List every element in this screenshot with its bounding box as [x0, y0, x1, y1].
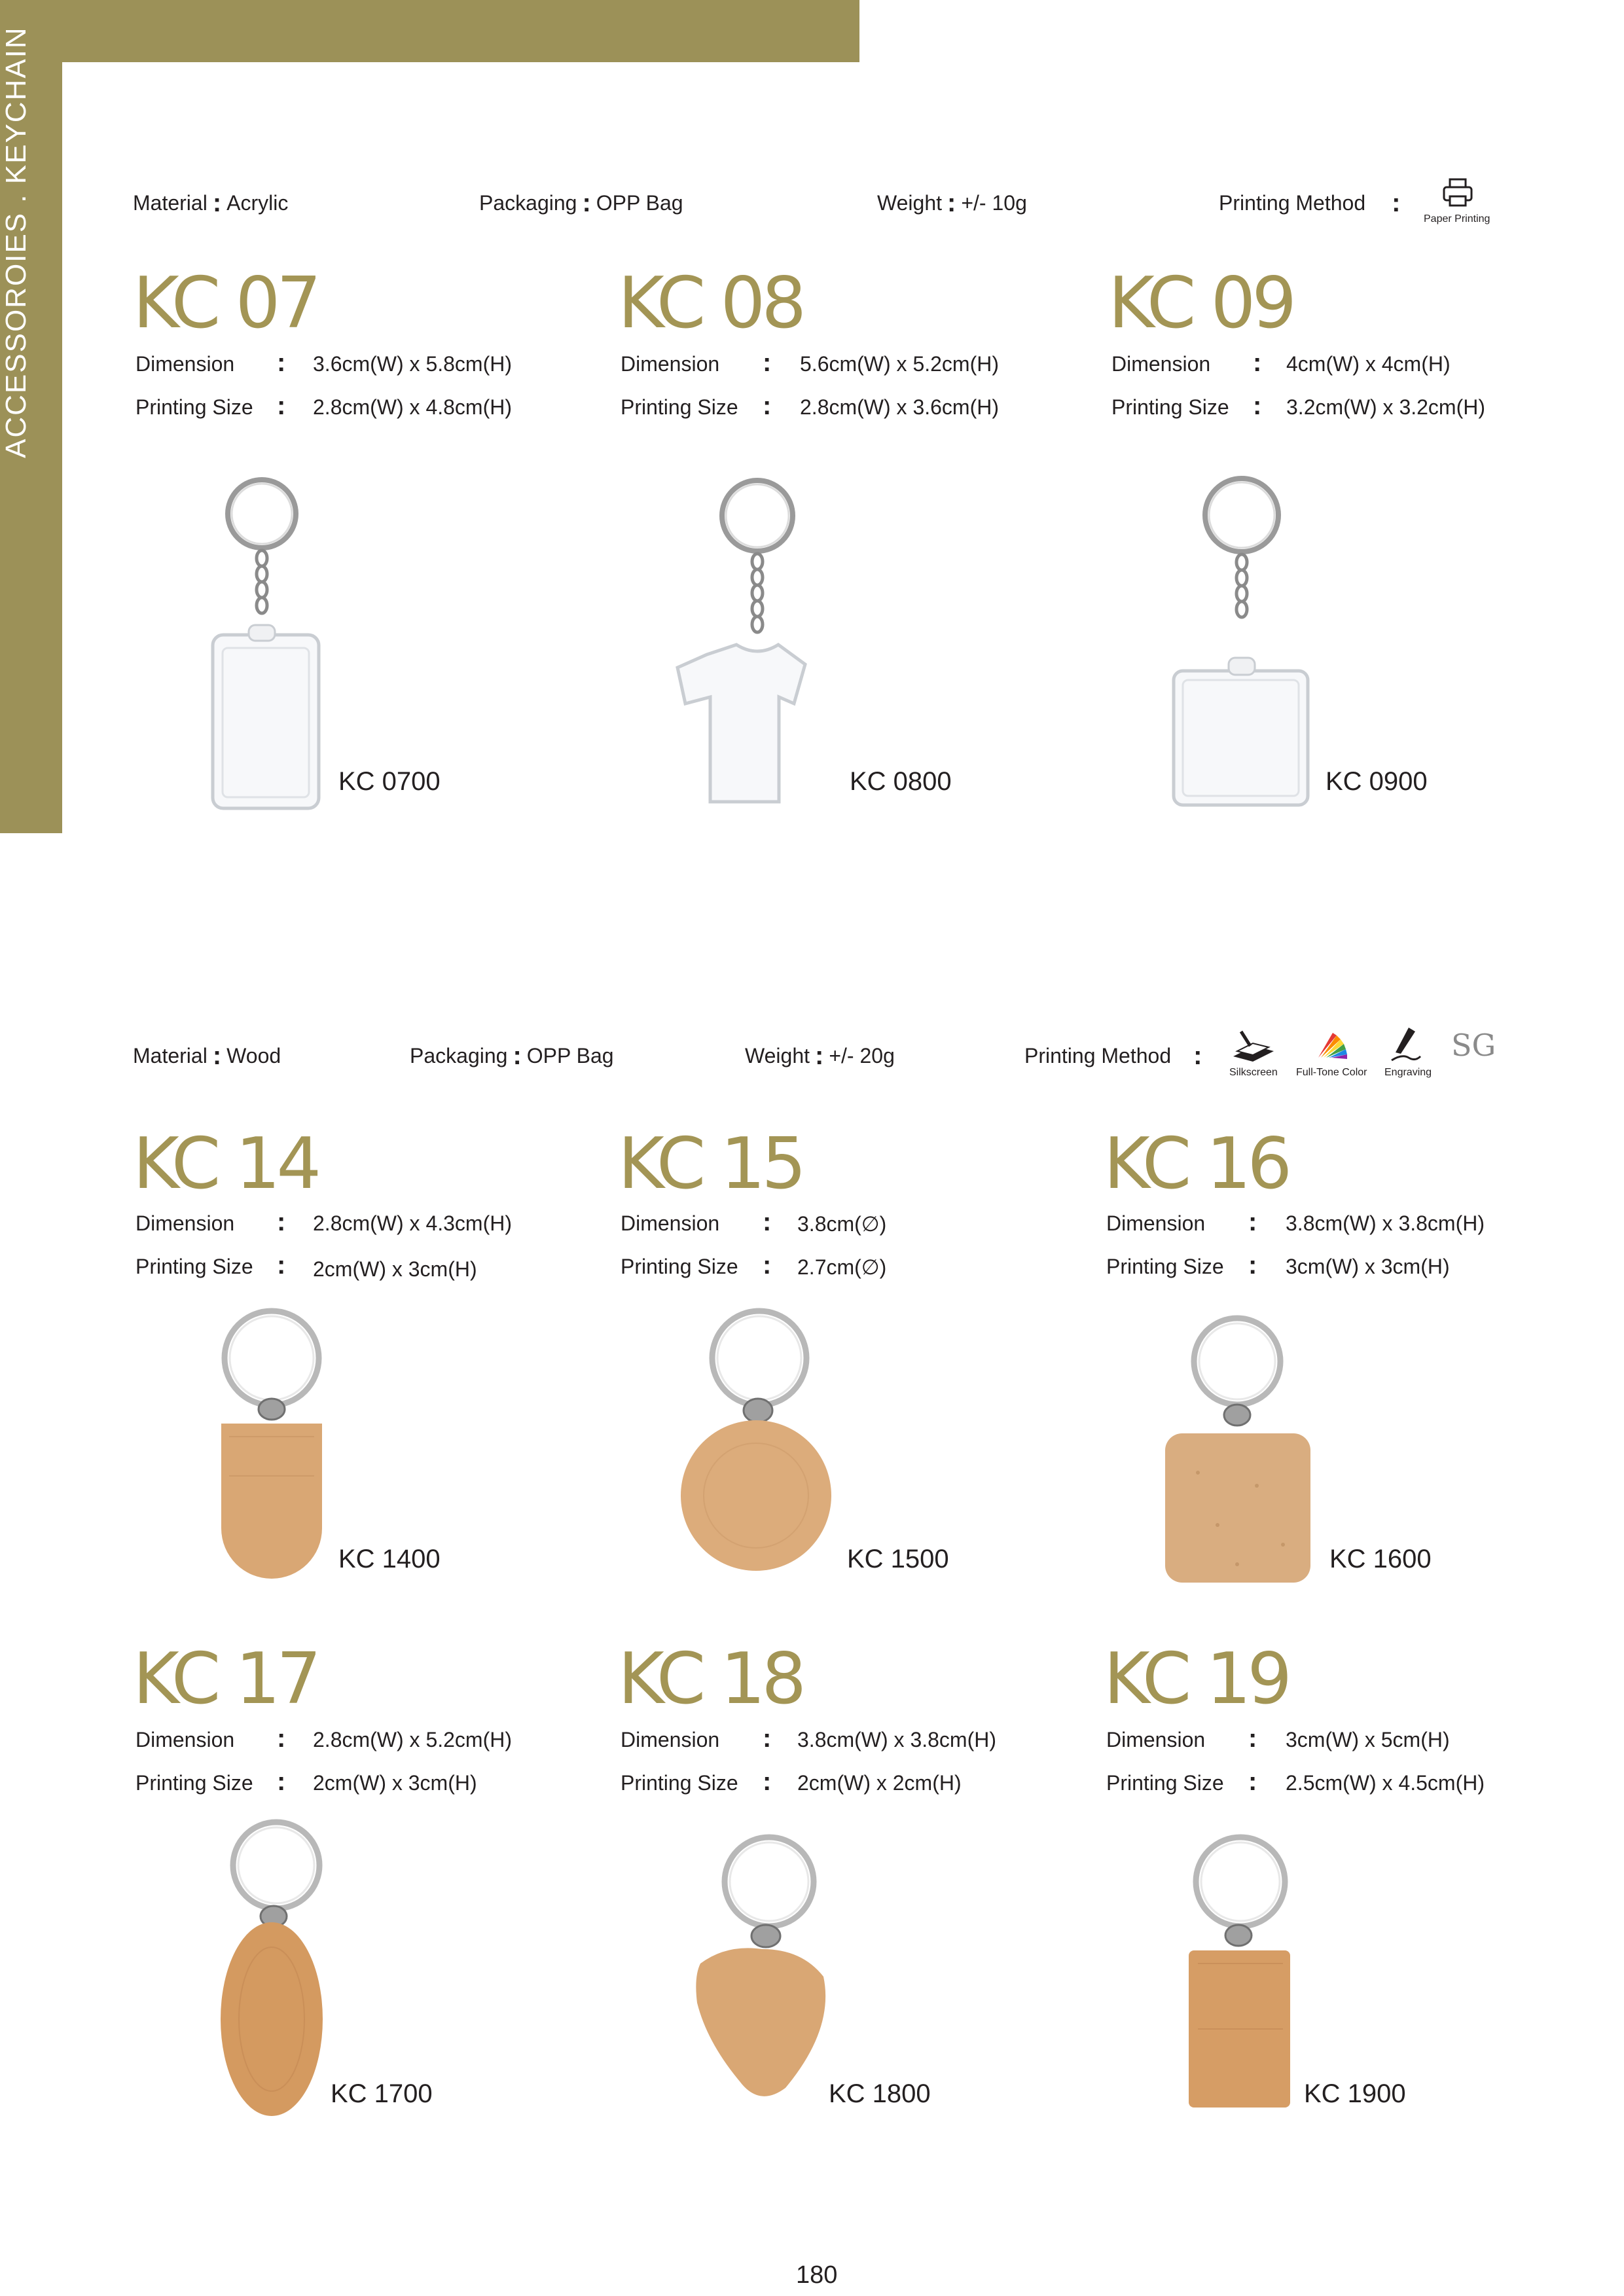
weight-spec: Weight : +/- 10g	[877, 188, 1027, 217]
section-title: ACCESSOROIES . KEYCHAIN	[0, 26, 32, 458]
colon: :	[763, 348, 772, 377]
colon: :	[763, 1251, 772, 1280]
dimension-value: 4cm(W) x 4cm(H)	[1286, 352, 1451, 376]
kc0900-keychain-image	[1168, 475, 1312, 808]
dimension-value: 5.6cm(W) x 5.2cm(H)	[800, 352, 999, 376]
printing-size-label: Printing Size	[621, 1255, 738, 1278]
weight-value: +/- 10g	[961, 191, 1027, 215]
colon: :	[763, 1208, 772, 1236]
kc1700-keychain-image	[216, 1813, 331, 2121]
model-number: KC 1900	[1304, 2079, 1406, 2108]
packaging-value: OPP Bag	[526, 1044, 614, 1067]
model-number: KC 1500	[847, 1545, 949, 1573]
dimension-value: 3.8cm(W) x 3.8cm(H)	[797, 1728, 996, 1751]
material-label: Material	[133, 191, 208, 215]
dimension-label: Dimension	[135, 1728, 235, 1751]
colon: :	[1253, 348, 1262, 377]
dimension-value: 2.8cm(W) x 5.2cm(H)	[313, 1728, 512, 1751]
printing-size-label: Printing Size	[135, 1255, 253, 1278]
dimension-value: 3cm(W) x 5cm(H)	[1286, 1728, 1450, 1751]
page-number: 180	[796, 2261, 838, 2289]
kc1800-keychain-image	[687, 1833, 835, 2098]
printing-size-label: Printing Size	[1106, 1771, 1224, 1795]
colon: :	[763, 1767, 772, 1796]
model-number: KC 1400	[338, 1545, 441, 1573]
colon: :	[1253, 391, 1262, 420]
printing-size-value: 3cm(W) x 3cm(H)	[1286, 1255, 1450, 1278]
colon: :	[763, 1724, 772, 1753]
printing-method-spec: Printing Method :	[1219, 188, 1401, 217]
dimension-label: Dimension	[1111, 352, 1211, 376]
dimension-value: 3.8cm(W) x 3.8cm(H)	[1286, 1211, 1485, 1235]
printer-icon	[1441, 177, 1474, 209]
silkscreen-label: Silkscreen	[1229, 1067, 1278, 1078]
colon: :	[277, 1724, 286, 1753]
model-number: KC 1600	[1329, 1545, 1432, 1573]
product-code: KC 14	[133, 1123, 318, 1205]
material-spec: Material : Wood	[133, 1041, 281, 1070]
kc0800-keychain-image	[671, 478, 808, 805]
printing-size-label: Printing Size	[1111, 395, 1229, 419]
packaging-label: Packaging	[479, 191, 577, 215]
printing-method-spec: Printing Method :	[1024, 1041, 1202, 1070]
material-spec: Material : Acrylic	[133, 188, 289, 217]
colon: :	[1248, 1208, 1257, 1236]
product-code: KC 08	[618, 262, 803, 344]
dimension-label: Dimension	[135, 352, 235, 376]
kc1600-keychain-image	[1159, 1316, 1316, 1587]
dimension-label: Dimension	[1106, 1728, 1206, 1751]
material-label: Material	[133, 1044, 208, 1067]
model-number: KC 1800	[829, 2079, 931, 2108]
packaging-spec: Packaging : OPP Bag	[479, 188, 683, 217]
engraving-label: Engraving	[1384, 1067, 1432, 1078]
printing-size-label: Printing Size	[621, 395, 738, 419]
dimension-label: Dimension	[621, 1211, 720, 1235]
printing-size-value: 2cm(W) x 2cm(H)	[797, 1771, 962, 1795]
sg-mark: SG	[1451, 1028, 1496, 1063]
dimension-label: Dimension	[621, 1728, 720, 1751]
material-value: Acrylic	[226, 191, 289, 215]
colon: :	[277, 1767, 286, 1796]
product-code: KC 17	[133, 1638, 318, 1720]
model-number: KC 1700	[331, 2079, 433, 2108]
printing-size-value: 2.5cm(W) x 4.5cm(H)	[1286, 1771, 1485, 1795]
product-code: KC 15	[618, 1123, 803, 1205]
dimension-value: 3.6cm(W) x 5.8cm(H)	[313, 352, 512, 376]
printing-size-value: 2.7cm(∅)	[797, 1255, 887, 1279]
product-code: KC 19	[1104, 1638, 1289, 1720]
colon: :	[277, 1251, 286, 1280]
kc1900-keychain-image	[1185, 1833, 1296, 2111]
full-tone-color-icon	[1314, 1029, 1351, 1062]
kc0700-keychain-image	[209, 475, 327, 812]
product-code: KC 09	[1108, 262, 1293, 344]
printing-size-value: 2.8cm(W) x 3.6cm(H)	[800, 395, 999, 419]
printing-size-value: 2cm(W) x 3cm(H)	[313, 1771, 477, 1795]
side-accent-bar	[0, 0, 62, 833]
kc1400-keychain-image	[209, 1306, 334, 1584]
colon: :	[1248, 1251, 1257, 1280]
model-number: KC 0900	[1326, 767, 1428, 796]
full-tone-color-label: Full-Tone Color	[1296, 1067, 1367, 1078]
printing-size-label: Printing Size	[135, 1771, 253, 1795]
colon: :	[277, 1208, 286, 1236]
printing-size-value: 2.8cm(W) x 4.8cm(H)	[313, 395, 512, 419]
colon: :	[277, 391, 286, 420]
colon: :	[277, 348, 286, 377]
packaging-label: Packaging	[410, 1044, 508, 1067]
product-code: KC 16	[1104, 1123, 1289, 1205]
material-value: Wood	[226, 1044, 281, 1067]
packaging-spec: Packaging : OPP Bag	[410, 1041, 614, 1070]
paper-printing-label: Paper Printing	[1424, 213, 1490, 224]
packaging-value: OPP Bag	[596, 191, 683, 215]
model-number: KC 0700	[338, 767, 441, 796]
model-number: KC 0800	[850, 767, 952, 796]
dimension-value: 2.8cm(W) x 4.3cm(H)	[313, 1211, 512, 1235]
weight-value: +/- 20g	[829, 1044, 895, 1067]
top-accent-bar	[0, 0, 859, 62]
product-code: KC 18	[618, 1638, 803, 1720]
product-code: KC 07	[133, 262, 318, 344]
printing-size-value: 2cm(W) x 3cm(H)	[313, 1257, 477, 1281]
silkscreen-icon	[1231, 1028, 1276, 1064]
printing-method-label: Printing Method	[1024, 1044, 1172, 1067]
weight-spec: Weight : +/- 20g	[745, 1041, 895, 1070]
printing-method-label: Printing Method	[1219, 191, 1366, 215]
printing-size-label: Printing Size	[135, 395, 253, 419]
printing-size-label: Printing Size	[621, 1771, 738, 1795]
printing-size-value: 3.2cm(W) x 3.2cm(H)	[1286, 395, 1485, 419]
weight-label: Weight	[745, 1044, 810, 1067]
dimension-label: Dimension	[1106, 1211, 1206, 1235]
dimension-label: Dimension	[621, 352, 720, 376]
weight-label: Weight	[877, 191, 943, 215]
colon: :	[1248, 1724, 1257, 1753]
colon: :	[763, 391, 772, 420]
engraving-icon	[1389, 1026, 1423, 1063]
printing-size-label: Printing Size	[1106, 1255, 1224, 1278]
dimension-label: Dimension	[135, 1211, 235, 1235]
colon: :	[1248, 1767, 1257, 1796]
kc1500-keychain-image	[674, 1306, 844, 1584]
dimension-value: 3.8cm(∅)	[797, 1212, 887, 1236]
